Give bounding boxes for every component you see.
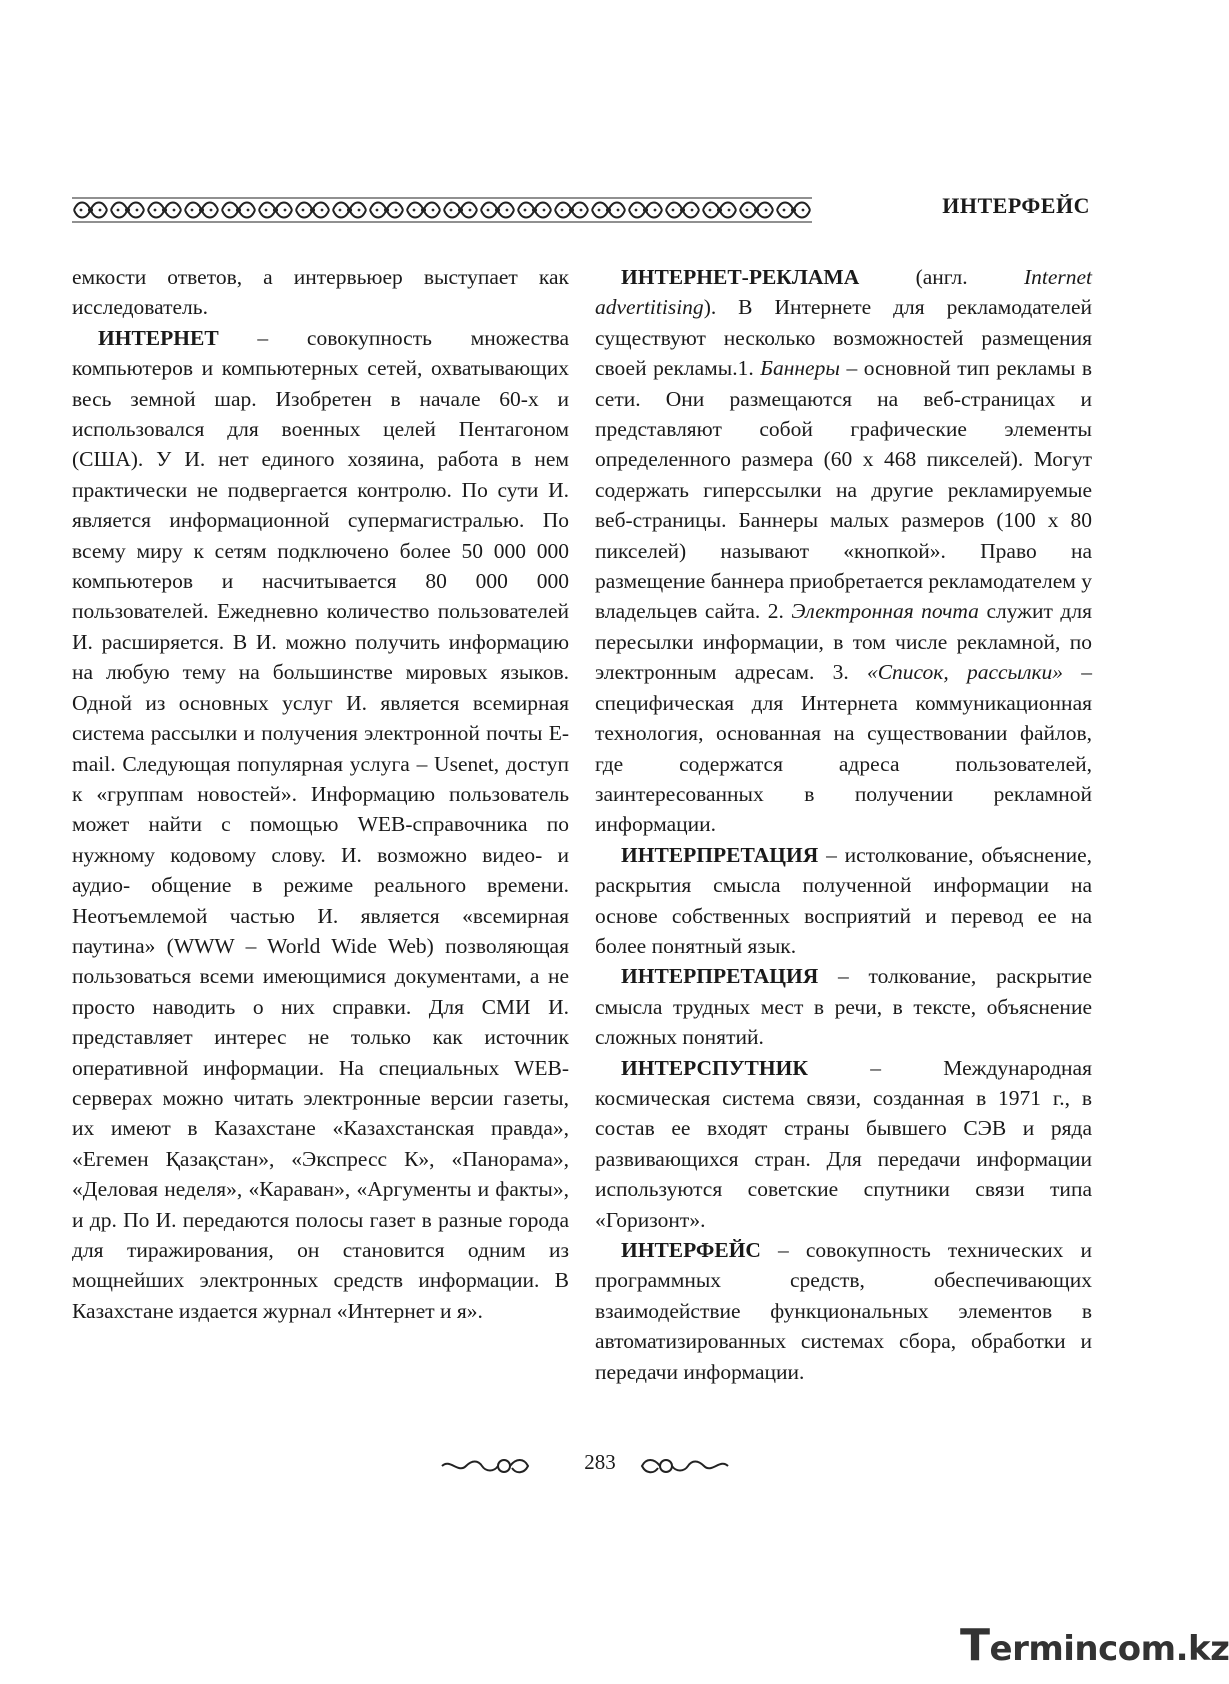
- page-footer: [420, 1448, 780, 1484]
- right-column: [595, 262, 1092, 1387]
- entry-definition: ). В Интернете для рекламодателей существуют несколько возможностей размещения своей рекламы.1.: [595, 295, 1092, 381]
- entry-term: ИНТЕРФЕЙС: [621, 1238, 761, 1262]
- entry-definition: служит для пересылки информации, в том числе рекламной, по электронным адресам. 3.: [595, 599, 1092, 685]
- entry-term: ИНТЕРПРЕТАЦИЯ: [621, 964, 819, 989]
- entry-definition: – совокупность множества компьютеров и компьютерных сетей, охватывающих весь земной шар. Изобретен в начале 60-х и использовался для военных целей Пентагоном (США). У И. нет единого хозяина, работа в нем практически не подвергается контролю. По сути И. является информационной супермагистралью. По всему миру к сетям подключено более 50 000 000 компьютеров и насчитывается 80 000 000 пользователей. Ежедневно количество пользователей И. расширяется. В И. можно получить информацию на любую тему на большинстве мировых языков. Одной из основных услуг И. является всемирная система рассылки и получения электронной почты E-mail. Следующая популярная услуга – Usenet, доступ к «группам новостей». Информацию пользователь может найти с помощью WEB-справочника по нужному кодовому слову. И. возможно видео- и аудио- общение в режиме реального времени. Неотъемлемой частью И. является «всемирная паутина» (WWW – World Wide Web) позволяющая пользоваться всеми имеющимися документами, а не просто наводить о них справки. Для СМИ И. представляет интерес не только как источник оперативной информации. На специальных WEB-серверах можно читать электронные версии газеты, их имеют в Казахстане «Казахстанская правда», «Егемен Қазақстан», «Экспресс К», «Панорама», «Деловая неделя», «Караван», «Аргументы и факты», и др. По И. передаются полосы газет в разные города для тиражирования, он становится одним из мощнейших электронных средств информации. В Казахстане издается журнал «Интернет и я».: [72, 325, 569, 1323]
- entry-internet: [72, 323, 569, 1326]
- entry-subterm-email: Электронная почта: [791, 599, 979, 624]
- entry-definition: – специфическая для Интернета коммуникационная технология, основанная на существовании файлов, где содержатся адреса пользователей, заинтересованных в получении рекламной информации.: [595, 660, 1093, 837]
- footer-ornament-right-icon: [640, 1454, 730, 1478]
- entry-term: ИНТЕРСПУТНИК: [621, 1055, 808, 1080]
- entry-term: ИНТЕРНЕТ-РЕКЛАМА: [621, 265, 860, 289]
- entry-internet-advertising: [595, 262, 1092, 840]
- entry-definition: – Международная космическая система связи, созданная в 1971 г., в состав ее входят страны бывшего СЭВ и ряда развивающихся стран. Для передачи информации используются советские спутники связи типа «Горизонт».: [595, 1055, 1092, 1232]
- entry-definition: (англ.: [859, 265, 1024, 289]
- paragraph-text: емкости ответов, а интервьюер выступает как исследователь.: [72, 265, 569, 320]
- footer-ornament-left-icon: [440, 1454, 530, 1478]
- entry-subterm-mailing-list: «Список, рассылки»: [866, 660, 1064, 685]
- running-head: ИНТЕРФЕЙС: [942, 193, 1090, 218]
- entry-interpretation-1: [595, 840, 1092, 962]
- entry-definition: – основной тип рекламы в сети. Они размещаются на веб-страницах и представляют собой графические элементы определенного размера (60 х 468 пикселей). Могут содержать гиперссылки на другие рекламируемые веб-страницы. Баннеры малых размеров (100 х 80 пикселей) называют «кнопкой». Право на размещение баннера приобретается рекламодателем у владельцев сайта. 2.: [595, 356, 1092, 624]
- entry-interpretation-2: [595, 961, 1092, 1052]
- watermark-initial: T: [960, 1620, 990, 1671]
- entry-subterm-banners: Баннеры: [760, 356, 840, 381]
- watermark-rest: ermincom.kz: [989, 1629, 1229, 1669]
- left-column: [72, 262, 569, 1326]
- paragraph-continuation: [72, 262, 569, 323]
- entry-interface: [595, 1235, 1092, 1387]
- entry-term: ИНТЕРПРЕТАЦИЯ: [621, 842, 819, 867]
- entry-term: ИНТЕРНЕТ: [98, 325, 219, 350]
- entry-definition: – толкование, раскрытие смысла трудных мест в речи, в тексте, объяснение сложных понятий.: [595, 964, 1092, 1050]
- entry-english-term: Internet advertitising: [595, 265, 1092, 320]
- page-number: 283: [584, 1450, 616, 1474]
- watermark-text: [960, 1620, 1229, 1671]
- watermark-logo: [960, 1620, 1229, 1671]
- entry-intersputnik: [595, 1053, 1092, 1235]
- entry-definition: – совокупность технических и программных средств, обеспечивающих взаимодействие функциональных элементов в автоматизированных системах сбора, обработки и передачи информации.: [595, 1238, 1092, 1384]
- header-ornament-band: [72, 196, 812, 224]
- entry-definition: – истолкование, объяснение, раскрытия смысла полученной информации на основе собственных восприятий и перевод ее на более понятный язык.: [595, 842, 1092, 958]
